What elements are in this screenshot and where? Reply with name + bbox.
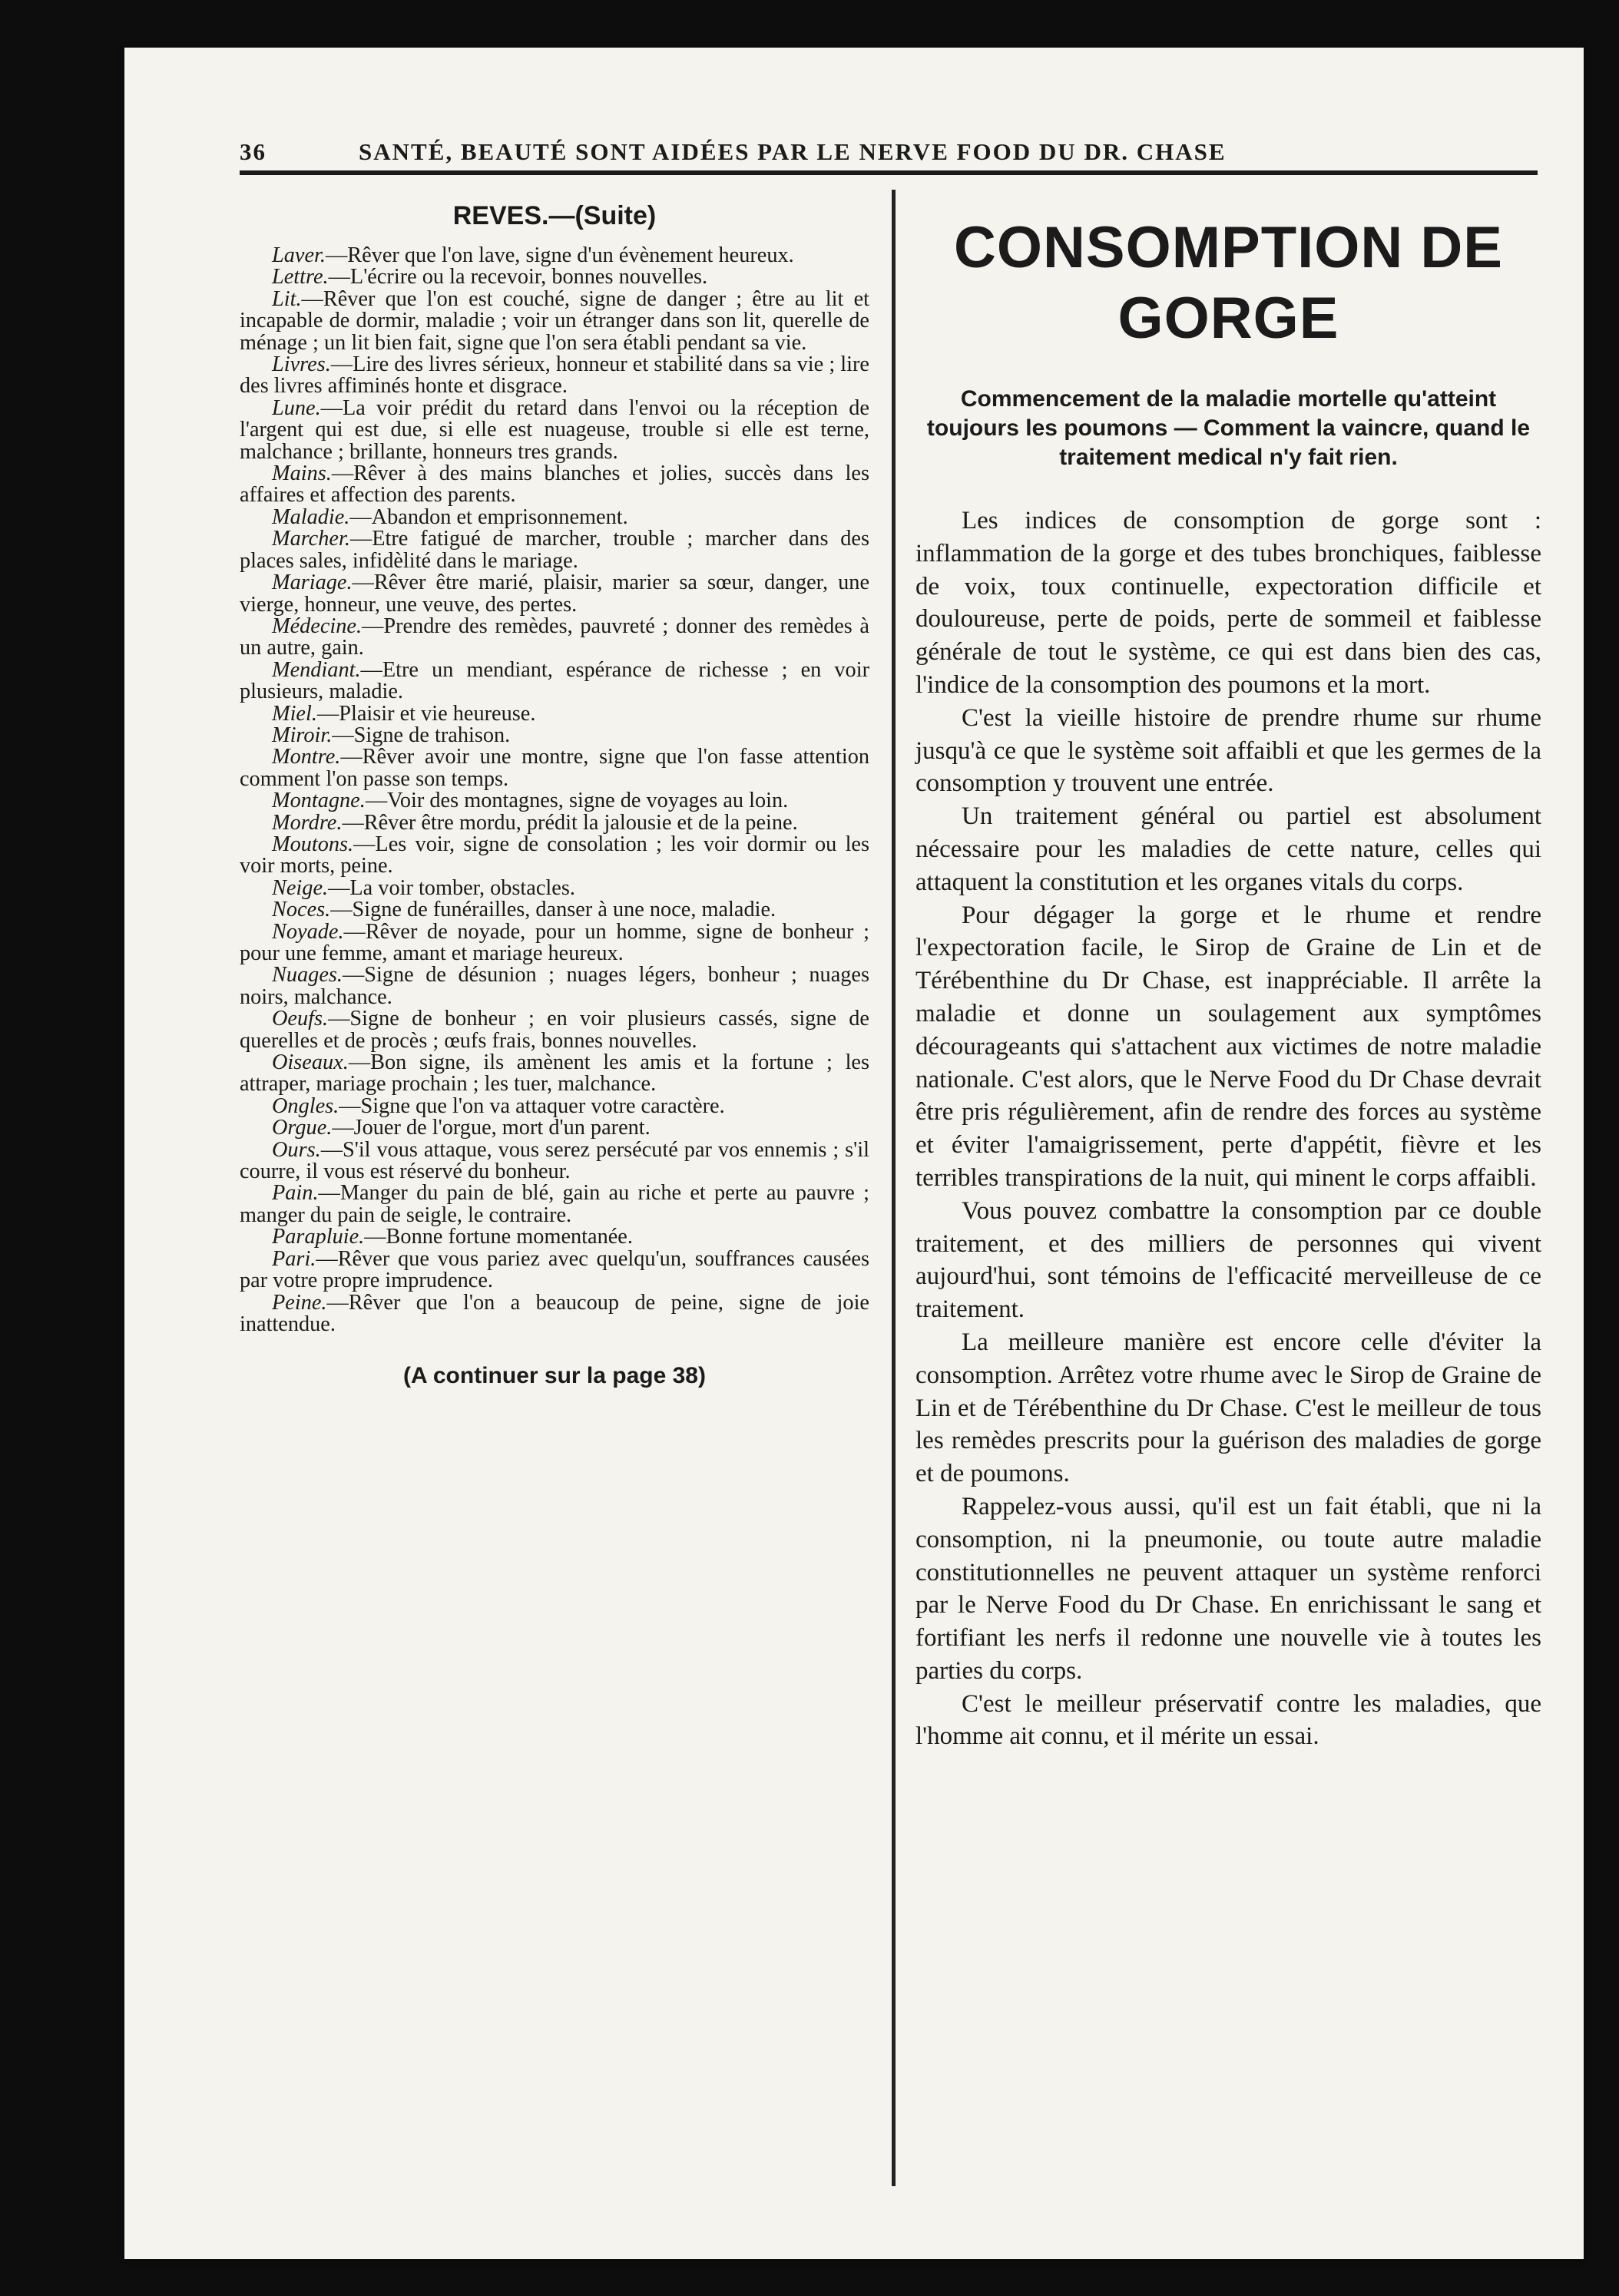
dream-keyword: Oiseaux. (272, 1050, 349, 1075)
dream-entry (240, 245, 869, 266)
dream-entry (240, 812, 869, 834)
dream-meaning: —Signe que l'on va attaquer votre caractère. (339, 1093, 725, 1118)
dream-column (240, 201, 869, 1389)
article-paragraph: Les indices de consomption de gorge sont : inflammation de la gorge et des tubes bronchiques, faiblesse de voix, toux continuelle, expectoration difficile et douloureuse, perte de poids, perte de sommeil et faiblesse générale de tout le système, ce qui est dans bien des cas, l'indice de la consomption des poumons et la mort. (915, 507, 1541, 699)
dream-entry (240, 746, 869, 790)
running-title: SANTÉ, BEAUTÉ SONT AIDÉES PAR LE NERVE FOOD DU DR. CHASE (359, 138, 1227, 165)
dream-meaning: —S'il vous attaque, vous serez persécuté par vos ennemis ; s'il courre, il vous est réservé du bonheur. (240, 1137, 869, 1184)
dream-keyword: Miroir. (272, 723, 333, 747)
dream-keyword: Miel. (272, 701, 317, 726)
dream-meaning: —Etre un mendiant, espérance de richesse ; en voir plusieurs, maladie. (240, 657, 869, 704)
dream-entry (240, 657, 869, 704)
dream-keyword: Nuages. (272, 963, 343, 988)
dream-meaning: —Signe de funérailles, danser à une noce, maladie. (330, 898, 776, 922)
dream-keyword: Ours. (272, 1137, 321, 1162)
dream-meaning: —Prendre des remèdes, pauvreté ; donner des remèdes à un autre, gain. (240, 614, 869, 660)
dream-meaning: —Rêver que l'on lave, signe d'un évènement heureux. (325, 243, 794, 267)
dream-keyword: Lune. (272, 395, 321, 420)
dream-meaning: —Abandon et emprisonnement. (349, 505, 628, 529)
dream-meaning: —Voir des montagnes, signe de voyages au loin. (365, 789, 789, 813)
dream-entry (240, 463, 869, 507)
dream-keyword: Ongles. (272, 1093, 339, 1118)
section-title: REVES.—(Suite) (452, 201, 657, 230)
dream-keyword: Pain. (272, 1181, 319, 1206)
dream-entry (240, 790, 869, 812)
dream-entry (240, 964, 869, 1008)
dream-meaning: —Lire des livres sérieux, honneur et stabilité dans sa vie ; lire des livres affiminés honte et disgrace. (240, 352, 869, 399)
dream-meaning: —Les voir, signe de consolation ; les voir dormir ou les voir morts, peine. (240, 832, 869, 878)
dream-entry (240, 266, 869, 288)
article-paragraph: C'est la vieille histoire de prendre rhume sur rhume jusqu'à ce que le système soit affaibli et que les germes de la consomption y trouvent une entrée. (915, 703, 1541, 798)
dream-meaning: —L'écrire ou la recevoir, bonnes nouvelles. (328, 265, 708, 289)
dream-keyword: Orgue. (272, 1116, 333, 1140)
article-body (915, 505, 1541, 1753)
column-divider (892, 190, 896, 2186)
dream-meaning: —Etre fatigué de marcher, trouble ; marcher dans des places sales, infidèlité dans le mariage. (240, 527, 869, 573)
dream-meaning: —Jouer de l'orgue, mort d'un parent. (332, 1116, 651, 1140)
dream-meaning: —Bonne fortune momentanée. (364, 1225, 633, 1249)
article-paragraph: Pour dégager la gorge et le rhume et rendre l'expectoration facile, le Sirop de Graine de Lin et de Térébenthine du Dr Chase, est inappréciable. Il arrête la maladie et donne un soulagement aux symptômes décourageants qui s'attachent aux victimes de notre maladie nationale. C'est alors, que le Nerve Food du Dr Chase devrait être pris régulièrement, afin de rendre des forces au système et éviter l'amaigrissement, perte d'appétit, fièvre et les terribles transpirations de la nuit, qui minent le corps affaibli. (915, 901, 1541, 1192)
dream-meaning: —Bon signe, ils amènent les amis et la fortune ; les attraper, mariage prochain ; les tuer, malchance. (240, 1050, 869, 1097)
dream-keyword: Maladie. (272, 505, 350, 529)
dream-keyword: Lit. (272, 286, 302, 311)
dream-meaning: —Signe de désunion ; nuages légers, bonheur ; nuages noirs, malchance. (240, 963, 869, 1009)
article-paragraph: Vous pouvez combattre la consomption par ce double traitement, et des milliers de personnes qui vivent aujourd'hui, sont témoins de l'efficacité merveilleuse de ce traitement. (915, 1196, 1541, 1324)
article-paragraph: Rappelez-vous aussi, qu'il est un fait établi, que ni la consomption, ni la pneumonie, ou toute autre maladie constitutionnelles ne peuvent attaquer un système renforci par le Nerve Food du Dr Chase. En enrichissant le sang et fortifiant les nerfs il redonne une nouvelle vie à toutes les parties du corps. (915, 1492, 1541, 1685)
dream-keyword: Lettre. (272, 265, 329, 289)
dream-entry (240, 899, 869, 921)
dream-entry (240, 507, 869, 528)
dream-entry (240, 395, 869, 464)
dream-keyword: Médecine. (272, 614, 363, 638)
dream-meaning: —Rêver à des mains blanches et jolies, succès dans les affaires et affection des parents. (240, 462, 869, 508)
dream-meaning: —Signe de bonheur ; en voir plusieurs cassés, signe de querelles et de procès ; œufs frais, bonnes nouvelles. (240, 1007, 869, 1053)
dream-meaning: —La voir prédit du retard dans l'envoi ou la réception de l'argent qui est due, si elle est nuageuse, trouble si elle est terne, malchance ; brillante, honneurs tres grands. (240, 395, 869, 464)
dream-entry (240, 703, 869, 725)
dream-entry (240, 1292, 869, 1336)
dream-entry (240, 921, 869, 965)
dream-keyword: Moutons. (272, 832, 354, 856)
dream-entry (240, 1117, 869, 1139)
dream-entry (240, 1093, 869, 1118)
article-paragraph: La meilleure manière est encore celle d'éviter la consomption. Arrêtez votre rhume avec le Sirop de Graine de Lin et de Térébenthine du Dr Chase. C'est le meilleur de tous les remèdes prescrits pour la guérison des maladies de gorge et de poumons. (915, 1328, 1541, 1488)
continuation-note: (A continuer sur la page 38) (403, 1363, 706, 1389)
dream-keyword: Montagne. (272, 789, 366, 813)
dream-entry (240, 1137, 869, 1184)
dream-keyword: Neige. (272, 875, 329, 900)
dream-keyword: Oeufs. (272, 1007, 329, 1031)
dream-entry (240, 1008, 869, 1052)
dream-meaning: —Rêver être marié, plaisir, marier sa sœur, danger, une vierge, honneur, une veuve, des pertes. (240, 571, 869, 617)
dream-entry (240, 286, 869, 355)
article-headline: CONSOMPTION DE GORGE (954, 215, 1503, 351)
dream-keyword: Livres. (272, 352, 331, 377)
dream-entry (240, 875, 869, 900)
header-rule (240, 170, 1538, 175)
dream-meaning: —Manger du pain de blé, gain au riche et perte au pauvre ; manger du pain de seigle, le contraire. (240, 1181, 869, 1227)
dream-meaning: —Rêver être mordu, prédit la jalousie et de la peine. (342, 810, 798, 835)
dream-keyword: Laver. (272, 243, 326, 267)
newspaper-page (124, 48, 1584, 2259)
dream-keyword: Mains. (272, 462, 332, 486)
dream-meaning: —Rêver que vous pariez avec quelqu'un, souffrances causées par votre propre imprudence. (240, 1246, 869, 1293)
dream-entries (240, 245, 869, 1335)
dream-keyword: Mariage. (272, 571, 353, 595)
dream-meaning: —Rêver avoir une montre, signe que l'on fasse attention comment l'on passe son temps. (240, 745, 869, 791)
dream-meaning: —Rêver de noyade, pour un homme, signe de bonheur ; pour une femme, amant et mariage heureux. (240, 919, 869, 965)
dream-entry (240, 1226, 869, 1248)
dream-keyword: Marcher. (272, 527, 350, 551)
dream-keyword: Mendiant. (272, 657, 361, 682)
page-number: 36 (240, 138, 267, 165)
dream-entry (240, 572, 869, 616)
article-subheadline: Commencement de la maladie mortelle qu'atteint toujours les poumons — Comment la vaincre, quand le traitement medical n'y fait rien. (926, 386, 1531, 470)
dream-meaning: —Rêver que l'on est couché, signe de danger ; être au lit et incapable de dormir, maladie ; voir un étranger dans son lit, querelle de ménage ; un lit bien fait, signe que l'on sera établi pendant sa vie. (240, 286, 869, 355)
dream-meaning: —Plaisir et vie heureuse. (316, 701, 536, 726)
dream-entry (240, 528, 869, 572)
dream-keyword: Pari. (272, 1246, 316, 1271)
dream-entry (240, 1183, 869, 1226)
article-paragraph: C'est le meilleur préservatif contre les maladies, que l'homme ait connu, et il mérite un essai. (915, 1689, 1541, 1751)
dream-keyword: Montre. (272, 745, 341, 769)
dream-meaning: —La voir tomber, obstacles. (328, 875, 575, 900)
dream-keyword: Noces. (272, 898, 331, 922)
dream-entry (240, 616, 869, 660)
dream-entry (240, 725, 869, 746)
dream-keyword: Mordre. (272, 810, 343, 835)
dream-meaning: —Rêver que l'on a beaucoup de peine, signe de joie inattendue. (240, 1290, 869, 1336)
dream-meaning: —Signe de trahison. (332, 723, 511, 747)
dream-entry (240, 1052, 869, 1096)
dream-keyword: Peine. (272, 1290, 327, 1315)
dream-entry (240, 354, 869, 398)
dream-keyword: Noyade. (272, 919, 344, 944)
article-paragraph: Un traitement général ou partiel est absolument nécessaire pour les maladies de cette nature, celles qui attaquent la constitution et les organes vitals du corps. (915, 802, 1541, 896)
article-column (915, 213, 1541, 1753)
dream-entry (240, 1246, 869, 1293)
dream-entry (240, 834, 869, 878)
dream-keyword: Parapluie. (272, 1225, 365, 1249)
